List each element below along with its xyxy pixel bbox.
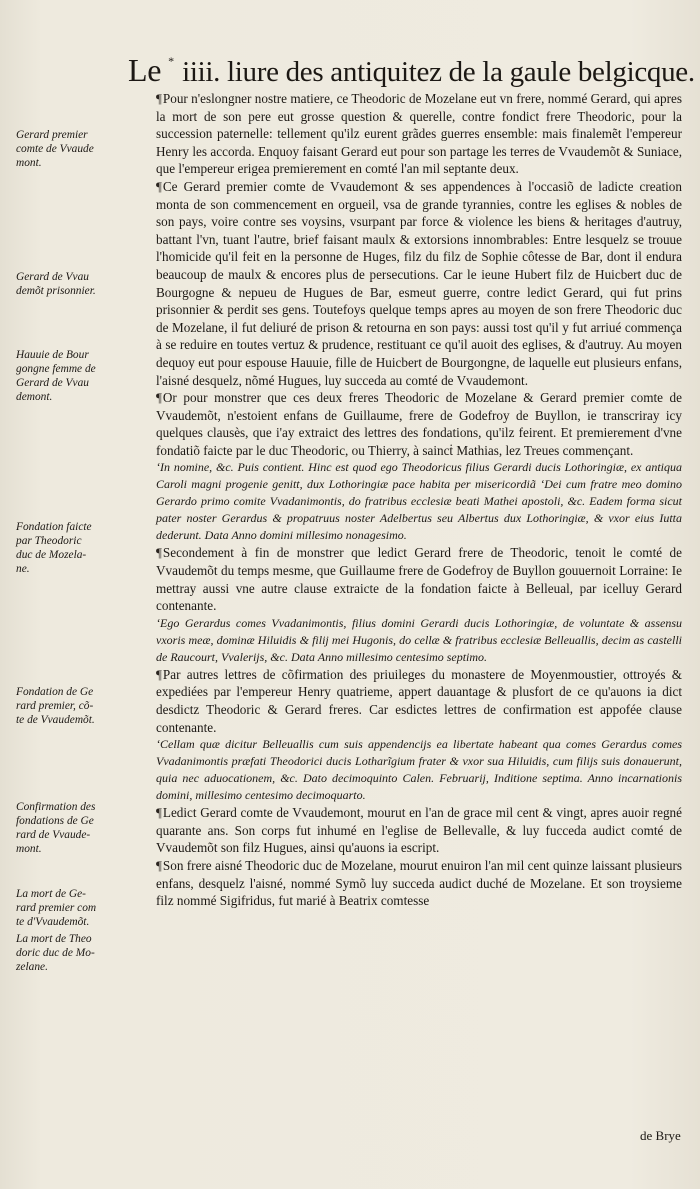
margin-note-line: rard premier com (16, 902, 97, 914)
margin-note (16, 932, 156, 974)
margin-note-line: duc de Mozela- (16, 549, 87, 561)
paragraph (156, 857, 682, 910)
margin-note-line: mont. (16, 843, 42, 855)
pilcrow-icon: ¶ (156, 858, 162, 873)
pilcrow-icon: ¶ (156, 178, 162, 194)
margin-note-line: par Theodoric (16, 535, 82, 547)
margin-note-line: doric duc de Mo- (16, 947, 95, 959)
paragraph-text: ‘Cellam quæ dicitur Belleuallis cum suis appendencijs ea libertate habeant qua comes Gerardus comes Vvadanimontis præfati Theodorici ducis Lotharĩgium frater & vxor sua Hiluidis, cum filijs suis donauerunt, quia nec aduocationem, &c. Dato decimoquinto Calen. Februarij, Inditione septima. Anno incarnationis domini, millesimo centesimo decimoquarto. (156, 737, 682, 803)
signature-mark: * (168, 54, 176, 68)
paragraph-text: Son frere aisné Theodoric duc de Mozelane, mourut enuiron l'an mil cent quinze laissant plusieurs enfans, desquelz l'aisné, nommé Symõ luy succeda audict duché de Mozelane. Et son troysieme filz nommé Sigifridus, fut marié à Beatrix comtesse (156, 858, 682, 909)
margin-note-line: rard premier, cõ- (16, 700, 94, 712)
pilcrow-icon: ¶ (156, 545, 162, 561)
margin-note-line: Confirmation des (16, 801, 96, 813)
margin-note-line: Gerard de Vvau (16, 377, 89, 389)
margin-note (16, 685, 156, 727)
margin-note-line: Fondation faicte (16, 521, 92, 533)
margin-note-line: Fondation de Ge (16, 686, 94, 698)
margin-note-line: demont. (16, 391, 53, 403)
margin-note-line: demõt prisonnier. (16, 285, 96, 297)
margin-note-line: mont. (16, 157, 42, 169)
margin-note-line: gongne femme de (16, 363, 96, 375)
paragraph-text: Ledict Gerard comte de Vvaudemont, mourut en l'an de grace mil cent & vingt, apres auoir regné quarante ans. Son corps fut inhumé en l'eglise de Bellevalle, & luy fucceda audict comté de Vvaudemõt son filz Hugues, ainsi qu'auons ia escript. (156, 805, 682, 856)
margin-note (16, 348, 156, 404)
paragraph (156, 389, 682, 459)
paragraph-text: ‘In nomine, &c. Puis contient. Hinc est quod ego Theodoricus filius Gerardi ducis Lothoringiæ, ex antiqua Caroli magni progenie genitt, dux Lothoringiæ pace habita per misericordiã ‘Dei cum fratre meo domino Gerardo primo comite Vvadanimontis, do fratribus ecclesiæ beati Mathei apostoli, &c. Eadem forma sicut pater noster Gerardus & propatruus noster Adelbertus seu Albertus dux Lothoringiæ, & vxor eius Iutta dederunt. Data Anno domini millesimo nonagesimo. (156, 460, 682, 543)
margin-note-line: Gerard de Vvau (16, 271, 89, 283)
margin-note (16, 800, 156, 856)
margin-note (16, 128, 156, 170)
margin-note-line: La mort de Ge- (16, 888, 86, 900)
paragraph-text: ‘Ego Gerardus comes Vvadanimontis, filius domini Gerardi ducis Lothoringiæ, de voluntate & assensu vxoris meæ, dominæ Hiluidis & filij mei Hugonis, do cellæ & fratribus ecclesiæ Belleuallis, decim as castelli de Raucourt, Vvalerijs, &c. Data Anno millesimo centesimo septimo. (156, 615, 682, 664)
margin-note-line: rard de Vvaude- (16, 829, 91, 841)
margin-note-line: te d'Vvaudemõt. (16, 916, 90, 928)
header-lead: Le (128, 52, 162, 88)
latin-quotation (156, 459, 682, 544)
paragraph-text: Par autres lettres de cõfirmation des priuileges du monastere de Moyenmoustier, ottroyés & expediées par l'empereur Henry quatrieme, appert dauantage & plusfort de ce qu'auons ia dict desdictz Theodoric & Gerard freres. Car esdictes lettres de confirmation est appofée clause contenante. (156, 666, 682, 735)
paragraph (156, 544, 682, 614)
margin-note-line: ne. (16, 563, 30, 575)
paragraph (156, 666, 682, 736)
running-header (128, 44, 695, 89)
pilcrow-icon: ¶ (156, 390, 162, 406)
margin-note-line: fondations de Ge (16, 815, 94, 827)
margin-note-line: La mort de Theo (16, 933, 92, 945)
margin-note-line: te de Vvaudemõt. (16, 714, 95, 726)
margin-note-line: Gerard premier (16, 129, 88, 141)
main-text (156, 90, 682, 910)
pilcrow-icon: ¶ (156, 805, 162, 821)
pilcrow-icon: ¶ (156, 666, 162, 682)
margin-note-line: zelane. (16, 961, 48, 973)
margin-note-line: Hauuie de Bour (16, 349, 89, 361)
paragraph-text: Pour n'eslongner nostre matiere, ce Theodoric de Mozelane eut vn frere, nommé Gerard, qui apres la mort de son pere eut grosse question & querelle, contre fondict frere Theodoric, pour la succession paternelle: tellement qu'ilz eurent grãdes guerres ensemble: mais finalemẽt l'empereur Henry les accorda. Enquoy faisant Gerard eut pour son partage les terres de Vvaudemõt & Suniace, que l'empereur erigea premierement en comté l'an mil septante deux. (156, 91, 682, 177)
paragraph (156, 178, 682, 389)
latin-quotation (156, 736, 682, 804)
margin-note (16, 887, 156, 929)
catchword: de Brye (640, 1128, 681, 1143)
paragraph (156, 804, 682, 857)
pilcrow-icon: ¶ (156, 91, 162, 106)
paragraph-text: Ce Gerard premier comte de Vvaudemont & ses appendences à l'occasiõ de ladicte creation monta de son commencement en orgueil, vsa de grande tyrannies, contre les eglises & nobles de son pays, voire contre ses voysins, vsurpant par force & violence les biens & heritages d'autruy, battant l'vn, tuant l'autre, brief faisant maulx & extorsions innombrables: Entre lesquelz se trouue l'homicide qu'il feit en la personne de Huges, filz du filz de Sophie côtesse de Bar, dont il endura beaucoup de maulx & encores plus de persecutions. Car le ieune Hubert filz de Huicbert duc de Bourgogne & nepueu de Hugues de Bar, esmeut guerre, contre ledict Gerard, qui fut prins prisonnier & perdit ses gens. Toutefoys quelque temps apres au moyen de son frere Theodoric duc de Mozelane, il fut deliuré de prison & retourna en son pays: aussi tost qu'il y fut arriué commença à se reduire en toutes vertuz & prudence, restituant ce qu'il auoit des eglises, & d'autruy. Au moyen dequoy eut pour espouse Hauuie, fille de Huicbert de Bourgongne, de laquelle eut plusieurs enfans, l'aisné desquelz, nõmé Hugues, luy succeda au comté de Vvaudemont. (156, 178, 682, 388)
margin-note-line: comte de Vvaude (16, 143, 94, 155)
paragraph (156, 90, 682, 178)
header-title: iiii. liure des antiquitez de la gaule belgicque. (182, 56, 695, 88)
paragraph-text: Or pour monstrer que ces deux freres Theodoric de Mozelane & Gerard premier comte de Vvaudemõt, n'estoient enfans de Guillaume, frere de Godefroy de Buyllon, ie transcriray icy quelques clausès, que i'ay extraict des lettres des fondations, qu'ilz feirent. Et premierement d'vne fondatiõ faicte par le duc Theodoric, ou Thierry, à saincṫ Mathias, lez Treues commençant. (156, 390, 682, 458)
paragraph-text: Secondement à fin de monstrer que ledict Gerard frere de Theodoric, tenoit le comté de Vvaudemõt du temps mesme, que Guillaume frere de Godefroy de Buyllon gouuernoit Lorraine: Ie mettray aussi vne autre clause extraicte de la fondation faicte à Belleual, par icelluy Gerard contenante. (156, 545, 682, 614)
latin-quotation (156, 615, 682, 666)
margin-note (16, 520, 156, 576)
margin-note (16, 270, 156, 298)
